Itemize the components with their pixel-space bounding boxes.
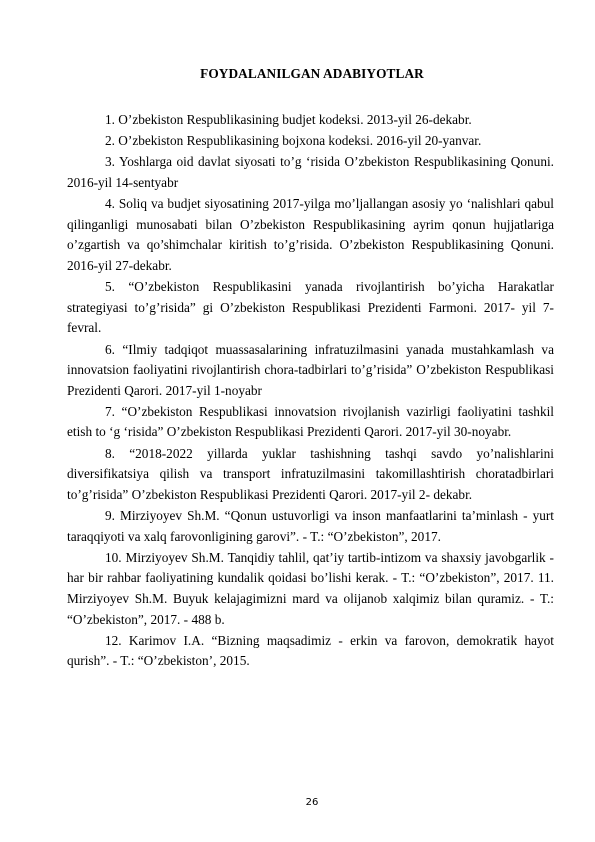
reference-item: 4. Soliq va budjet siyosatining 2017-yilga mo’ljallangan asosiy yo ‘nalishlari qabul qilinganligi munosabati bilan O’zbekiston Respublikasining ayrim qonun hujjatlariga o’zgartish va qo’shimchalar kiritish to’g’risida. O’zbekiston Respublikasining Qonuni. 2016-yil 27-dekabr. xyxy=(67,196,554,273)
reference-item: 9. Mirziyoyev Sh.M. “Qonun ustuvorligi va inson manfaatlarini ta’minlash - yurt taraqqiyoti va xalq farovonligining garovi”. - T.: “O’zbekiston”, 2017. xyxy=(67,508,554,544)
page-title: FOYDALANILGAN ADABIYOTLAR xyxy=(200,66,424,81)
reference-item: 10. Mirziyoyev Sh.M. Tanqidiy tahlil, qat’iy tartib-intizom va shaxsiy javobgarlik - har bir rahbar faoliyatining kundalik qoidasi bo’lishi kerak. - T.: “O’zbekiston”, 2017. 11. Mirziyoyev Sh.M. Buyuk kelajagimizni mard va olijanob xalqimiz bilan quramiz. - T.: “O’zbekiston”, 2017. - 488 b. xyxy=(67,549,554,627)
reference-item: 1. O’zbekiston Respublikasining budjet kodeksi. 2013-yil 26-dekabr. xyxy=(105,112,472,127)
reference-item: 6. “Ilmiy tadqiqot muassasalarining infratuzilmasini yanada mustahkamlash va innovatsion faoliyatini rivojlantirish chora-tadbirlari to’g’risida” O’zbekiston Respublikasi Prezidenti Qarori. 2017-yil 1-noyabr xyxy=(67,341,554,398)
reference-list xyxy=(67,110,554,673)
reference-item: 3. Yoshlarga oid davlat siyosati to’g ‘risida O’zbekiston Respublikasining Qonuni. 2016-yil 14-sentyabr xyxy=(67,154,554,190)
page-number: 26 xyxy=(305,797,319,808)
reference-item: 2. O’zbekiston Respublikasining bojxona kodeksi. 2016-yil 20-yanvar. xyxy=(105,133,482,149)
reference-item: 7. “O’zbekiston Respublikasi innovatsion rivojlanish vazirligi faoliyatini tashkil etish to ‘g ‘risida” O’zbekiston Respublikasi Prezidenti Qarori. 2017-yil 30-noyabr. xyxy=(67,403,554,440)
reference-item: 5. “O’zbekiston Respublikasini yanada rivojlantirish bo’yicha Harakatlar strategiyasi to’g’risida” gi O’zbekiston Respublikasi Prezidenti Farmoni. 2017- yil 7-fevral. xyxy=(67,279,554,336)
reference-item: 8. “2018-2022 yillarda yuklar tashishning tashqi savdo yo’nalishlarini diversifikatsiya qilish va transport infratuzilmasini takomillashtirish choratadbirlari to’g’risida” O’zbekiston Respublikasi Prezidenti Qarori. 2017-yil 2- dekabr. xyxy=(67,445,554,502)
reference-item: 12. Karimov I.A. “Bizning maqsadimiz - erkin va farovon, demokratik hayot qurish”. - T.: “O’zbekiston’, 2015. xyxy=(67,632,554,669)
